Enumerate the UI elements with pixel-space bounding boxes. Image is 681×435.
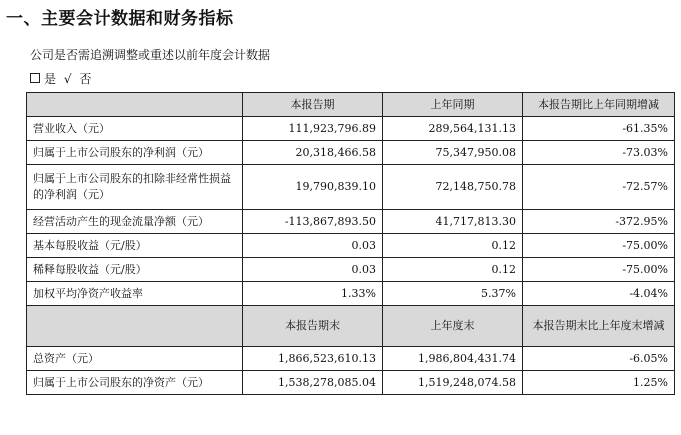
row-label: 稀释每股收益（元/股） bbox=[27, 258, 243, 282]
option-no-label: 否 bbox=[79, 72, 92, 86]
current-value: 1,866,523,610.13 bbox=[243, 347, 383, 371]
current-value: 111,923,796.89 bbox=[243, 117, 383, 141]
change-value: -73.03% bbox=[523, 141, 675, 165]
prior-value: 41,717,813.30 bbox=[383, 210, 523, 234]
financial-data-table bbox=[26, 92, 675, 395]
change-value: -75.00% bbox=[523, 258, 675, 282]
table-row bbox=[27, 234, 675, 258]
prior-value: 1,986,804,431.74 bbox=[383, 347, 523, 371]
header-change: 本报告期比上年同期增减 bbox=[523, 93, 675, 117]
prior-value: 75,347,950.08 bbox=[383, 141, 523, 165]
header-current-period: 本报告期 bbox=[243, 93, 383, 117]
table-row bbox=[27, 347, 675, 371]
header-prior-year-end: 上年度末 bbox=[383, 306, 523, 347]
header-change-since-year-end: 本报告期末比上年度末增减 bbox=[523, 306, 675, 347]
table-row bbox=[27, 210, 675, 234]
change-value: 1.25% bbox=[523, 371, 675, 395]
restatement-options bbox=[30, 70, 95, 87]
section-heading: 一、主要会计数据和财务指标 bbox=[6, 9, 234, 29]
check-mark-icon: √ bbox=[63, 72, 72, 86]
current-value: 0.03 bbox=[243, 258, 383, 282]
change-value: -372.95% bbox=[523, 210, 675, 234]
row-label: 归属于上市公司股东的扣除非经常性损益的净利润（元） bbox=[27, 165, 243, 210]
row-label: 归属于上市公司股东的净利润（元） bbox=[27, 141, 243, 165]
header-prior-period: 上年同期 bbox=[383, 93, 523, 117]
row-label: 基本每股收益（元/股） bbox=[27, 234, 243, 258]
change-value: -6.05% bbox=[523, 347, 675, 371]
change-value: -72.57% bbox=[523, 165, 675, 210]
current-value: 1.33% bbox=[243, 282, 383, 306]
row-label: 经营活动产生的现金流量净额（元） bbox=[27, 210, 243, 234]
prior-value: 0.12 bbox=[383, 258, 523, 282]
change-value: -4.04% bbox=[523, 282, 675, 306]
row-label: 加权平均净资产收益率 bbox=[27, 282, 243, 306]
change-value: -75.00% bbox=[523, 234, 675, 258]
option-yes-label: 是 bbox=[44, 72, 57, 86]
prior-value: 5.37% bbox=[383, 282, 523, 306]
restatement-question: 公司是否需追溯调整或重述以前年度会计数据 bbox=[30, 48, 271, 62]
table-row bbox=[27, 141, 675, 165]
checkbox-icon bbox=[30, 73, 40, 83]
prior-value: 0.12 bbox=[383, 234, 523, 258]
table-header-row-2 bbox=[27, 306, 675, 347]
current-value: 19,790,839.10 bbox=[243, 165, 383, 210]
table-row bbox=[27, 117, 675, 141]
header-blank-cell bbox=[27, 306, 243, 347]
current-value: -113,867,893.50 bbox=[243, 210, 383, 234]
current-value: 20,318,466.58 bbox=[243, 141, 383, 165]
header-period-end: 本报告期末 bbox=[243, 306, 383, 347]
current-value: 1,538,278,085.04 bbox=[243, 371, 383, 395]
table-row bbox=[27, 371, 675, 395]
prior-value: 1,519,248,074.58 bbox=[383, 371, 523, 395]
row-label: 总资产（元） bbox=[27, 347, 243, 371]
prior-value: 72,148,750.78 bbox=[383, 165, 523, 210]
table-row bbox=[27, 282, 675, 306]
change-value: -61.35% bbox=[523, 117, 675, 141]
prior-value: 289,564,131.13 bbox=[383, 117, 523, 141]
header-blank-cell bbox=[27, 93, 243, 117]
row-label: 营业收入（元） bbox=[27, 117, 243, 141]
table-header-row bbox=[27, 93, 675, 117]
table-row bbox=[27, 258, 675, 282]
row-label: 归属于上市公司股东的净资产（元） bbox=[27, 371, 243, 395]
current-value: 0.03 bbox=[243, 234, 383, 258]
table-row bbox=[27, 165, 675, 210]
